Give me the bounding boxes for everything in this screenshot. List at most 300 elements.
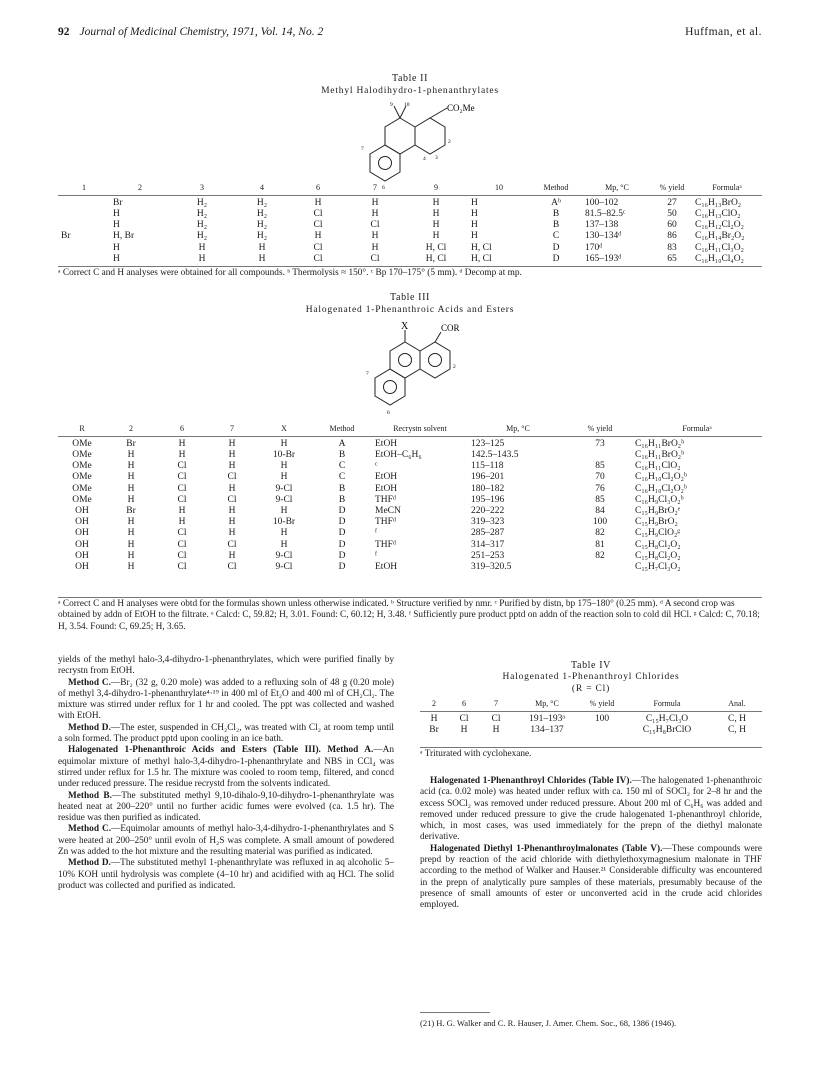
- table3-pos2-label: 2: [453, 364, 456, 370]
- paragraph: [420, 844, 762, 912]
- table2-cell: Cl: [370, 220, 380, 231]
- table3-cell: H: [228, 438, 236, 449]
- table3-cell: THFᵈ: [375, 494, 396, 505]
- table2-cell: H₂: [256, 220, 268, 231]
- table3-cell: 180–182: [471, 483, 505, 494]
- table2-col-header: 4: [234, 184, 290, 195]
- table3-col-header: Method: [312, 425, 372, 436]
- running-header: [58, 26, 762, 44]
- table3-cell: 82: [595, 550, 605, 561]
- table3-cell: ᶠ: [375, 550, 377, 561]
- table3-cell: C₁₆H₉Cl₃O₂ᵇ: [635, 494, 684, 505]
- table3-cell: OMe: [72, 472, 92, 483]
- table3-cell: C₁₅H₈Cl₂O₂: [635, 550, 681, 561]
- table2-pos4-label: 4: [423, 156, 426, 162]
- table3-cell: H: [127, 472, 135, 483]
- table3-cell: 81: [595, 539, 605, 550]
- table3-cell: 9-Cl: [275, 562, 293, 573]
- paragraph-body: —These compounds were prepd by reaction of the acid chloride with diethylethoxymagnesium malonate in THF according to the method of Walker and Hauser.²¹ Considerable difficulty was encountered in the prepn of analytically pure samples of these materials, presumably because of the presence of small amounts of ester or unconverted acid in the crude acid chlorides employed.: [420, 843, 762, 911]
- paragraph-body: —The ester, suspended in CH₂Cl₂, was treated with Cl₂ at room temp until a soln formed. The product pptd upon cooling in an ice bath.: [58, 722, 394, 745]
- table3-cell: H: [178, 517, 186, 528]
- table2-structure-diagram: [335, 100, 495, 191]
- table2-cell: D: [552, 253, 560, 264]
- table2-pos10-label: 10: [404, 102, 410, 108]
- table3-cell: Cl: [177, 483, 187, 494]
- table4-cell: C, H: [728, 725, 746, 735]
- table2-cell: H: [471, 209, 478, 219]
- table2-cell: H₂: [256, 209, 268, 219]
- table3-pos7-label: 7: [366, 371, 369, 377]
- table3-cell: 142.5–143.5: [471, 450, 519, 460]
- table4-cell: H: [492, 725, 500, 735]
- table2-cell: H: [258, 242, 266, 253]
- table2-cell: 137–138: [585, 220, 619, 231]
- table2-col-header: 7: [346, 184, 404, 195]
- table2-cell: [58, 254, 110, 265]
- table2-cell: 27: [667, 197, 677, 208]
- table4-cell: C, H: [728, 713, 746, 724]
- table2-col-header: % yield: [652, 184, 692, 195]
- table3-cell: H: [127, 517, 135, 528]
- table3-cell: OH: [75, 528, 89, 539]
- table2-data: [58, 184, 762, 265]
- table3-cell: Cl: [227, 539, 237, 550]
- table2-col-header: 10: [468, 184, 530, 195]
- table3-cell: EtOH: [375, 562, 398, 573]
- table3-cell: C₁₅H₉ClO₂ᵍ: [635, 528, 681, 539]
- table3-cell: OH: [75, 539, 89, 550]
- table2-cell: H, Cl: [425, 242, 447, 253]
- table2-cell: H: [113, 242, 120, 253]
- table4-header-row: [420, 700, 762, 711]
- table3-row: [58, 562, 762, 573]
- table3-row: [58, 484, 762, 495]
- table3-cell: H: [127, 528, 135, 539]
- table3-col-header: 2: [106, 425, 156, 436]
- table3-cell: H: [127, 461, 135, 472]
- table4-cell: C₁₅H₇Cl₃O: [645, 713, 689, 724]
- table4-col-header: 7: [480, 700, 512, 711]
- paragraph-body: —The substituted methyl 9,10-dihalo-9,10-dihydro-1-phenanthrylate was heated neat at 200–220° until no further acidic fumes were evolved (ca. 1.5 hr). The residue was then purified as indicated.: [58, 790, 394, 824]
- table2-cell: 50: [667, 209, 677, 219]
- table3-cell: H: [280, 461, 288, 472]
- table4-row: [420, 711, 762, 725]
- table2-ester-label: CO₂Me: [447, 103, 475, 113]
- table3-cell: C₁₆H₁₁BrO₂ᵇ: [635, 450, 685, 460]
- table3-cell: OMe: [72, 450, 92, 460]
- table2-col-header: 6: [290, 184, 346, 195]
- table3-cell: EtOH: [375, 483, 398, 494]
- paragraph: [58, 655, 394, 678]
- table3-cell: C₁₅H₈Cl₂O₂: [635, 539, 681, 550]
- table4-cell: 100: [594, 713, 610, 724]
- table2-cell: Cl: [313, 242, 323, 253]
- table2-cell: H₂: [196, 231, 208, 242]
- table2-cell: H: [314, 197, 322, 208]
- table2-pos7-label: 7: [361, 146, 364, 152]
- table2-cell: H₂: [196, 220, 208, 231]
- table2-label: Table II: [391, 73, 429, 84]
- table4-cell: Cl: [459, 713, 469, 724]
- table2-cell: H, Br: [113, 231, 135, 242]
- paragraph: [58, 791, 394, 825]
- table3-header-row: [58, 425, 762, 436]
- header-left: [58, 26, 323, 38]
- table2-pos3-label: 3: [435, 155, 438, 161]
- table2-cell: 100–102: [585, 197, 619, 208]
- table3-cell: H: [228, 506, 236, 517]
- table2-cell: D: [552, 242, 560, 253]
- table4-footnote: ᵃ Triturated with cyclohexane.: [420, 747, 762, 760]
- table2-cell: C₁₆H₁₃ClO₂: [695, 209, 741, 219]
- table3-x-label: X: [401, 321, 409, 332]
- table3-cell: Cl: [227, 472, 237, 483]
- table2-cell: [58, 220, 110, 231]
- page-number: 92: [58, 26, 70, 38]
- table3-cell: H: [178, 438, 186, 449]
- table2-cell: C₁₆H₁₀Cl₄O₂: [695, 253, 744, 264]
- paragraph-body: yields of the methyl halo-3,4-dihydro-1-phenanthrylates, which were purified finally by recrystn from EtOH.: [58, 655, 394, 677]
- table3-data: [58, 425, 762, 573]
- table3-row: [58, 450, 762, 461]
- table3-cell: C: [338, 461, 346, 472]
- table2-cell: Aᵇ: [551, 197, 561, 208]
- paragraph-heading: Method D.: [68, 858, 111, 869]
- paragraph-heading: Halogenated Diethyl 1-Phenanthroylmalonates (Table V).: [430, 843, 663, 854]
- table4-data: [420, 700, 762, 736]
- table3-cell: 82: [595, 528, 605, 539]
- table2-header-row: [58, 184, 762, 195]
- table3-cell: C₁₅H₇Cl₃O₂: [635, 562, 681, 573]
- table3-footnote: ᵃ Correct C and H analyses were obtd for the formulas shown unless otherwise indicated. ᵇ Structure verified by nmr. ᶜ Purified by distn, bp 175–180° (0.25 mm). ᵈ A second crop was obtained by addn of EtOH to the filtrate. ᵉ Calcd: C, 59.82; H, 3.01. Found: C, 60.12; H, 3.48. ᶠ Sufficiently pure product pptd on addn of the reaction soln to cold dil HCl. ᵍ Calcd: C, 70.18; H, 3.54. Found: C, 69.25; H, 3.65.: [58, 597, 762, 633]
- table4-subtitle: (R = Cl): [571, 684, 611, 694]
- table3-cell: OH: [75, 506, 89, 517]
- table3-row: [58, 528, 762, 539]
- table3-cell: D: [338, 539, 346, 550]
- paragraph: [58, 745, 394, 790]
- table3-cell: H: [178, 450, 186, 460]
- paragraph-heading: Method C.: [68, 824, 112, 835]
- table3-cell: 9-Cl: [275, 483, 293, 494]
- table3-cell: A: [338, 438, 346, 449]
- table4-col-header: 6: [448, 700, 480, 711]
- table2-cell: H₂: [196, 197, 208, 208]
- paragraph-body: —Equimolar amounts of methyl halo-3,4-dihydro-1-phenanthrylates and S were heated at 200–250° until evoln of H₂S was complete. A small amount of powdered Zn was added to the hot mixture and the resulting material was purified as indicated.: [58, 824, 394, 858]
- paragraph: [58, 824, 394, 858]
- table2-cell: H: [471, 197, 478, 208]
- table2-cell: H: [113, 209, 120, 219]
- table2-cell: H: [113, 253, 120, 264]
- table2-cell: H: [471, 220, 478, 231]
- table2-col-header: 9: [404, 184, 468, 195]
- table3-cell: H: [228, 450, 236, 460]
- table3-row: [58, 517, 762, 528]
- table3-cell: EtOH: [375, 438, 398, 449]
- table3-cell: 115–118: [471, 461, 504, 472]
- table3-cell: B: [338, 450, 346, 460]
- paragraph-body: —The substituted methyl 1-phenanthrylate was refluxed in aq alcoholic 5–10% KOH until hydrolysis was complete (4–10 hr) and acidified with aq HCl. The solid product was collected and purified as indicated.: [58, 858, 394, 891]
- left-column-text: [58, 655, 394, 892]
- table3-cell: D: [338, 562, 346, 573]
- table2-cell: 130–134ᵈ: [585, 231, 622, 242]
- table2-cell: 60: [667, 220, 677, 231]
- table4-col-header: Mp, °C: [512, 700, 582, 711]
- table2-cell: B: [552, 209, 560, 219]
- table2-cell: C₁₆H₁₄Br₂O₂: [695, 231, 745, 242]
- table3-col-header: Formulaᵃ: [632, 425, 762, 436]
- table3-cell: H: [228, 517, 236, 528]
- table3-cell: H: [127, 494, 135, 505]
- footnote-rule: [420, 1012, 490, 1013]
- table3-cell: C₁₆H₁₁BrO₂ᵇ: [635, 438, 685, 449]
- table2-cell: C: [552, 231, 560, 242]
- table3-col-header: % yield: [568, 425, 632, 436]
- table3-cell: OH: [75, 517, 89, 528]
- paragraph: [58, 858, 394, 892]
- table3-cell: C: [338, 472, 346, 483]
- table3-col-header: 6: [156, 425, 208, 436]
- table3-cell: Cl: [227, 562, 237, 573]
- table4-col-header: Anal.: [712, 700, 762, 711]
- table2-title: Methyl Halodihydro-1-phenanthrylates: [321, 86, 499, 96]
- table4-cell: H: [430, 713, 438, 724]
- table3-cell: [568, 562, 632, 573]
- table3-cell: H: [127, 450, 135, 460]
- table4-row: [420, 725, 762, 736]
- table4-title: Halogenated 1-Phenanthroyl Chlorides: [502, 672, 680, 682]
- paragraph-heading: Halogenated 1-Phenanthroic Acids and Esters (Table III). Method A.: [68, 745, 374, 756]
- table3-cell: OMe: [72, 461, 92, 472]
- table2-cell: 165–193ᵈ: [585, 253, 622, 264]
- phenanthrene-skeleton: [375, 330, 450, 405]
- table2-col-header: Formulaᵃ: [692, 184, 762, 195]
- table2-cell: 65: [667, 253, 677, 264]
- paragraph-heading: Method B.: [68, 790, 112, 801]
- table3-cell: THFᵈ: [375, 539, 396, 550]
- table3-cell: H: [280, 528, 288, 539]
- table2-cell: C₁₆H₁₁Cl₃O₂: [695, 242, 744, 253]
- paragraph-body: —The halogenated 1-phenanthroic acid (ca. 0.02 mole) was heated under reflux with ca. 150 ml of SOCl₂ for 2–8 hr and the excess SOCl₂ was removed under reduced pressure. About 200 ml of C₆H₆ was added and removed under reduced pressure to give the crude halogenated 1-phenanthroyl chloride, which, in most cases, was used immediately for the prepn of the diethyl malonate derivative.: [420, 776, 762, 843]
- table2-col-header: 3: [170, 184, 234, 195]
- table3-cell: H: [280, 506, 288, 517]
- table2-cell: C₁₆H₁₂Cl₂O₂: [695, 220, 744, 231]
- header-authors: Huffman, et al.: [685, 26, 762, 38]
- table2-cell: H: [432, 209, 440, 219]
- paragraph-body: —An equimolar mixture of methyl halo-3,4-dihydro-1-phenanthrylate and NBS in CCl₄ was stirred under reflux for 1.5 hr. The mixture was cooled to room temp, filtered, and concd under reduced pressure. The residue recrystd from the solvents indicated.: [58, 745, 394, 790]
- table3-cell: 70: [595, 472, 605, 483]
- table3-cell: Cl: [177, 539, 187, 550]
- table3-cell: Br: [126, 506, 136, 517]
- table3-cell: OH: [75, 550, 89, 561]
- table2-cell: H, Cl: [471, 253, 492, 264]
- table3-cell: H: [228, 550, 236, 561]
- table2-cell: H: [371, 231, 379, 242]
- table3-cell: H: [127, 562, 135, 573]
- table3-row: [58, 472, 762, 483]
- table2-col-header: 2: [110, 184, 170, 195]
- table2-cell: [58, 195, 110, 209]
- table2-cell: H, Cl: [471, 242, 492, 253]
- table2-pos9-label: 9: [390, 102, 393, 108]
- table2-footnote: ᵃ Correct C and H analyses were obtained for all compounds. ᵇ Thermolysis ≈ 150°. ᶜ Bp 170–175° (5 mm). ᵈ Decomp at mp.: [58, 266, 762, 279]
- table2-cell: H: [432, 197, 440, 208]
- table2-cell: 81.5–82.5ᶜ: [585, 209, 626, 219]
- right-column-text: [420, 776, 762, 912]
- table3-cell: ᶠ: [375, 528, 377, 539]
- table3-cell: Cl: [177, 562, 187, 573]
- table2-row: [58, 231, 762, 242]
- table3-cell: D: [338, 528, 346, 539]
- table3-cell: Cl: [177, 472, 187, 483]
- table3-cell: 85: [595, 461, 605, 472]
- table2-cell: Br: [61, 231, 71, 242]
- table3-cell: 220–222: [471, 506, 505, 517]
- table3-row: [58, 506, 762, 517]
- table3-cell: B: [338, 494, 346, 505]
- table2-row: [58, 254, 762, 265]
- table3-cell: 196–201: [471, 472, 505, 483]
- table3-cell: OMe: [72, 483, 92, 494]
- table3-cell: ᶜ: [375, 461, 378, 472]
- table3-title: Halogenated 1-Phenanthroic Acids and Esters: [305, 305, 515, 315]
- table3-col-header: X: [256, 425, 312, 436]
- table3-col-header: 7: [208, 425, 256, 436]
- table3-row: [58, 461, 762, 472]
- table3-cell: H: [280, 472, 288, 483]
- table3-cell: 9-Cl: [275, 550, 293, 561]
- table3-cell: Cl: [177, 461, 187, 472]
- table2-cell: H₂: [256, 231, 268, 242]
- table2-cell: C₁₆H₁₃BrO₂: [695, 197, 742, 208]
- table3-cell: MeCN: [375, 506, 401, 517]
- table3-cell: OMe: [72, 494, 92, 505]
- table3-cell: 123–125: [471, 438, 505, 449]
- paragraph: [420, 776, 762, 844]
- table2-cell: H: [371, 209, 379, 219]
- table2-cell: H: [471, 231, 478, 242]
- table2-pos6-label: 6: [382, 185, 385, 191]
- table2-col-header: Mp, °C: [582, 184, 652, 195]
- table2-pos2-label: 2: [448, 139, 451, 145]
- table3-cor-label: COR: [441, 323, 460, 333]
- paragraph-body: —Br₂ (32 g, 0.20 mole) was added to a refluxing soln of 48 g (0.20 mole) of methyl 3,4-dihydro-1-phenanthrylate⁴·¹⁹ in 400 ml of Et₂O and 400 ml of CH₂Cl₂. The mixture was stirred under reflux for 1 hr and cooled. The ppt was collected and washed with EtOH.: [58, 677, 394, 722]
- table2-cell: Br: [113, 197, 123, 208]
- table3-cell: 10-Br: [272, 450, 296, 460]
- table3-cell: D: [338, 506, 346, 517]
- table3-cell: C₁₆H₁₁ClO₂: [635, 461, 681, 472]
- table3-cell: EtOH: [375, 472, 398, 483]
- table3-structure-diagram: [335, 318, 495, 426]
- table4-cell: 134–137: [530, 725, 564, 735]
- table3-cell: C₁₅H₉BrO₂ᵉ: [635, 506, 681, 517]
- table3-cell: 84: [595, 506, 605, 517]
- table3-cell: C₁₆H₁₀Cl₂O₂ᵇ: [635, 472, 687, 483]
- table3-cell: THFᵈ: [375, 517, 396, 528]
- table2-cell: Cl: [313, 253, 323, 264]
- table2-cell: [58, 209, 110, 220]
- table3-cell: 76: [595, 483, 605, 494]
- table3-cell: H: [127, 550, 135, 561]
- table2-cell: Cl: [313, 220, 323, 231]
- table4-cell: Cl: [491, 713, 501, 724]
- table3-cell: Br: [126, 438, 136, 449]
- table3-cell: [568, 450, 632, 461]
- table2-cell: H: [371, 242, 379, 253]
- table3-cell: D: [338, 550, 346, 561]
- table4-cell: H: [460, 725, 468, 735]
- table3-row: [58, 495, 762, 506]
- table3-cell: 195–196: [471, 494, 505, 505]
- table3-cell: H: [228, 528, 236, 539]
- table3-cell: H: [228, 461, 236, 472]
- table2-cell: B: [552, 220, 560, 231]
- table3-cell: 319–323: [471, 517, 505, 528]
- table3-cell: 73: [595, 438, 605, 449]
- table2-cell: H: [314, 231, 322, 242]
- table2-cell: H: [432, 220, 440, 231]
- table3-cell: Cl: [177, 528, 187, 539]
- table3-cell: 10-Br: [272, 517, 296, 528]
- table2-cell: H: [258, 253, 266, 264]
- table3-col-header: Mp, °C: [468, 425, 568, 436]
- table3-row: [58, 540, 762, 551]
- table3-cell: C₁₆H₁₀Cl₂O₂ᵇ: [635, 483, 687, 494]
- table3-cell: 285–287: [471, 528, 505, 539]
- paragraph: [58, 678, 394, 723]
- table3-cell: 85: [595, 494, 605, 505]
- table2-cell: H: [371, 197, 379, 208]
- table2-cell: H₂: [256, 197, 268, 208]
- table2-row: [58, 243, 762, 254]
- table2-cell: 83: [667, 242, 677, 253]
- table3-row: [58, 551, 762, 562]
- table4-cell: 191–193ᵃ: [529, 713, 565, 724]
- table2-cell: 86: [667, 231, 677, 242]
- paragraph-heading: Method C.: [68, 677, 111, 688]
- table4-cell: Br: [429, 725, 439, 735]
- table2-cell: H: [432, 231, 440, 242]
- table2-cell: H: [198, 242, 206, 253]
- table2-cell: Cl: [370, 253, 380, 264]
- table3-row: [58, 436, 762, 450]
- table3-cell: EtOH–C₆H₆: [375, 450, 422, 460]
- table3-cell: H: [280, 539, 288, 550]
- table3-cell: B: [338, 483, 346, 494]
- table3-cell: H: [178, 506, 186, 517]
- table3-col-header: Recrystn solvent: [372, 425, 468, 436]
- table2-cell: H, Cl: [425, 253, 447, 264]
- table3-pos6-label: 6: [387, 410, 390, 416]
- table2-cell: H₂: [196, 209, 208, 219]
- paragraph-heading: Method D.: [68, 722, 111, 733]
- table3-cell: OH: [75, 562, 89, 573]
- table2-row: [58, 209, 762, 220]
- table2-cell: Cl: [313, 209, 323, 219]
- paragraph-heading: Halogenated 1-Phenanthroyl Chlorides (Table IV).: [430, 776, 632, 786]
- table3-cell: 9-Cl: [275, 494, 293, 505]
- table4-cell: C₁₅H₈BrClO: [642, 725, 692, 735]
- table3-cell: Cl: [177, 494, 187, 505]
- table2-cell: [58, 243, 110, 254]
- table4-col-header: Formula: [622, 700, 712, 711]
- table3-cell: OMe: [72, 438, 92, 449]
- table3-cell: H: [127, 539, 135, 550]
- table3-cell: H: [228, 483, 236, 494]
- table3-cell: D: [338, 517, 346, 528]
- dihydrophenanthrene-skeleton: [370, 106, 447, 181]
- journal-citation: Journal of Medicinal Chemistry, 1971, Vol. 14, No. 2: [79, 26, 324, 38]
- table3-cell: 100: [592, 517, 608, 528]
